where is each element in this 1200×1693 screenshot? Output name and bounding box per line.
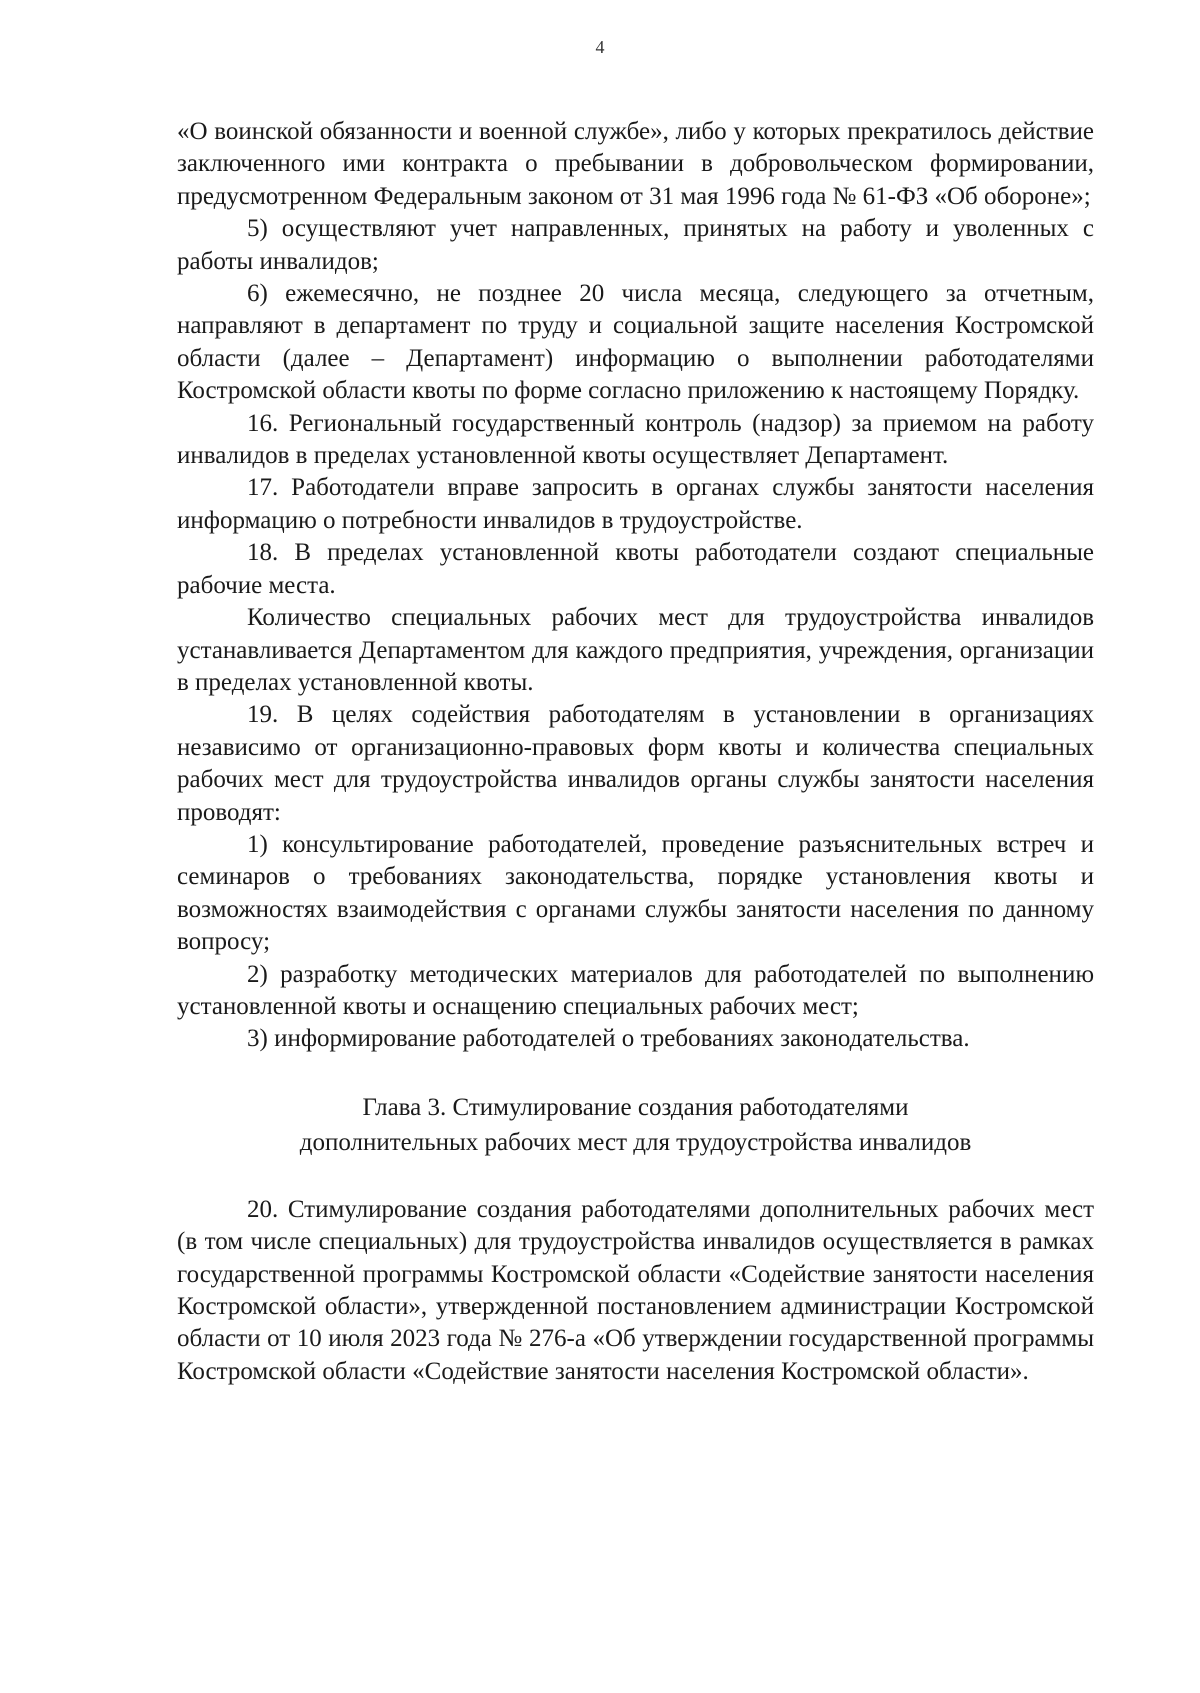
chapter-heading-line-1: Глава 3. Стимулирование создания работодателями [362,1093,909,1121]
chapter-heading-line-2: дополнительных рабочих мест для трудоустройства инвалидов [299,1128,972,1156]
document-body [177,116,1094,1388]
chapter-heading [177,1090,1094,1160]
paragraph-continuation: «О воинской обязанности и военной службе», либо у которых прекратилось действие заключенного ими контракта о пребывании в добровольческом формировании, предусмотренном Федеральным законом от 31 мая 1996 года № 61-ФЗ «Об обороне»; [177,118,1094,210]
page-number: 4 [595,37,605,57]
clause-19-item-3: 3) информирование работодателей о требованиях законодательства. [247,1025,970,1053]
clause-17: 17. Работодатели вправе запросить в органах службы занятости населения информацию о потребности инвалидов в трудоустройстве. [177,474,1094,534]
clause-20: 20. Стимулирование создания работодателями дополнительных рабочих мест (в том числе специальных) для трудоустройства инвалидов осуществляется в рамках государственной программы Костромской области «Содействие занятости населения Костромской области», утвержденной постановлением администрации Костромской области от 10 июля 2023 года № 276-а «Об утверждении государственной программы Костромской области «Содействие занятости населения Костромской области». [177,1195,1094,1385]
list-item-5: 5) осуществляют учет направленных, принятых на работу и уволенных с работы инвалидов; [177,215,1094,275]
clause-18-paragraph-2: Количество специальных рабочих мест для трудоустройства инвалидов устанавливается Департаментом для каждого предприятия, учреждения, организации в пределах установленной квоты. [177,604,1094,696]
clause-18: 18. В пределах установленной квоты работодатели создают специальные рабочие места. [177,539,1094,599]
clause-16: 16. Региональный государственный контроль (надзор) за приемом на работу инвалидов в пределах установленной квоты осуществляет Департамент. [177,409,1094,470]
clause-19: 19. В целях содействия работодателям в установлении в организациях независимо от организационно-правовых форм квоты и количества специальных рабочих мест для трудоустройства инвалидов органы службы занятости населения проводят: [177,701,1094,826]
clause-19-item-1: 1) консультирование работодателей, проведение разъяснительных встреч и семинаров о требованиях законодательства, порядке установления квоты и возможностях взаимодействия с органами службы занятости населения по данному вопросу; [177,830,1094,956]
clause-19-item-2: 2) разработку методических материалов для работодателей по выполнению установленной квоты и оснащению специальных рабочих мест; [177,960,1094,1020]
list-item-6: 6) ежемесячно, не позднее 20 числа месяца, следующего за отчетным, направляют в департамент по труду и социальной защите населения Костромской области (далее – Департамент) информацию о выполнении работодателями Костромской области квоты по форме согласно приложению к настоящему Порядку. [177,280,1094,405]
